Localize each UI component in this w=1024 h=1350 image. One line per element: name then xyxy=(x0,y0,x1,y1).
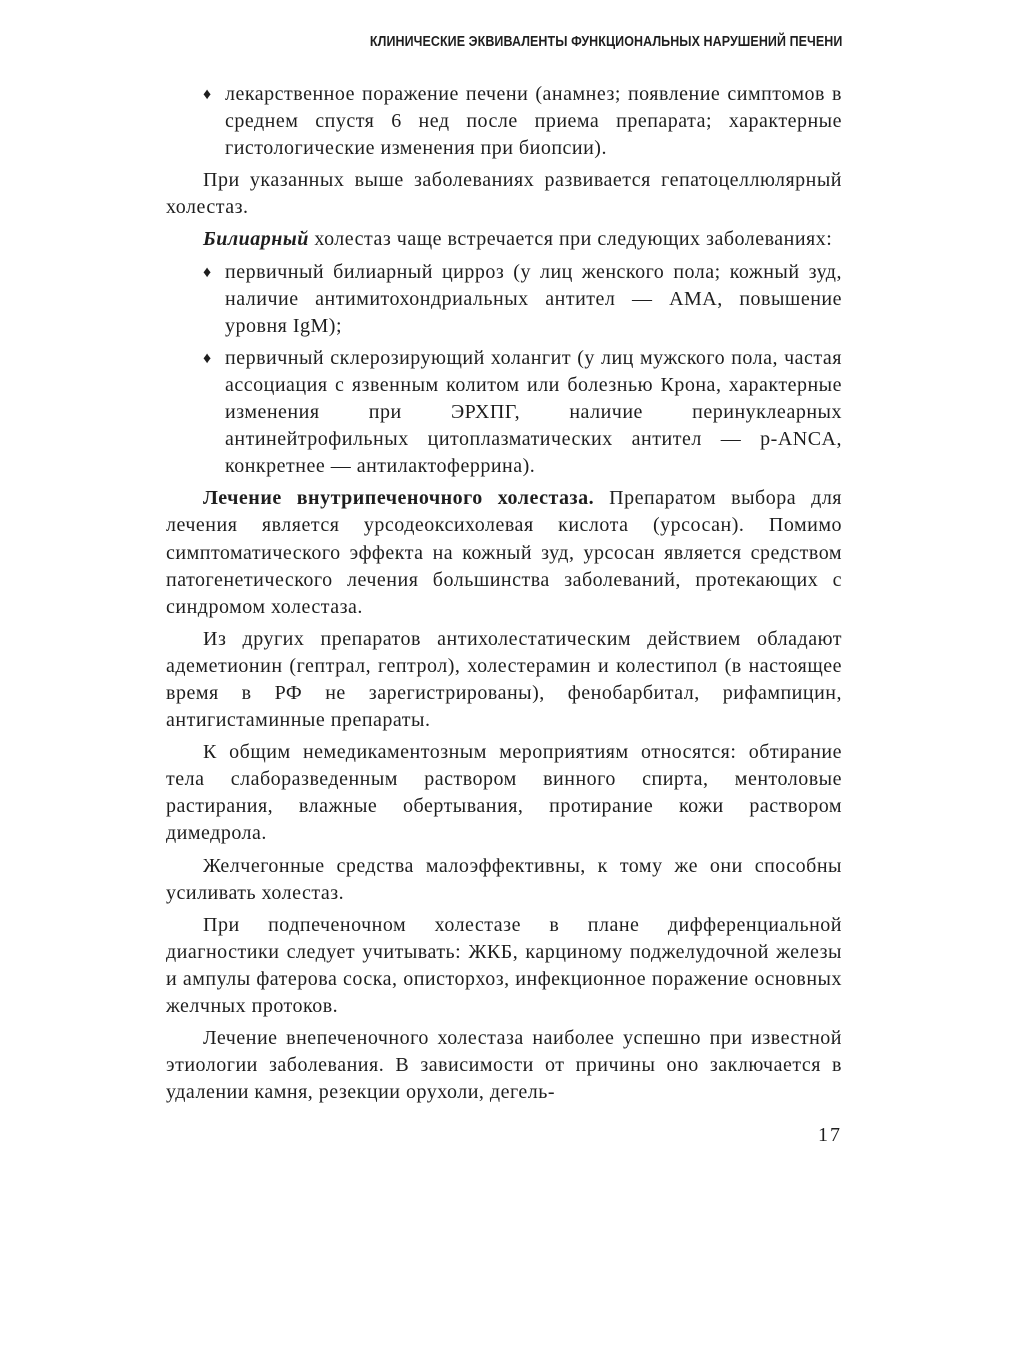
bullet-text: первичный склерозирующий холангит (у лиц мужского пола, частая ассоциация с язвенным колитом или болезнью Крона, характерные изменения при ЭРХПГ, наличие перинуклеарных антинейтрофильных цитоплазматических антител — p-ANCA, конкретнее — антилактоферрина). xyxy=(225,346,842,478)
bullet-primary-biliary-cirrhosis xyxy=(166,259,842,340)
main-text xyxy=(166,81,842,1111)
page-number: 17 xyxy=(818,1124,842,1146)
paragraph-subhepatic: При подпеченочном холестазе в плане дифференциальной диагностики следует учитывать: ЖКБ, карциному поджелудочной железы и ампулы фатерова соска, описторхоз, инфекционное поражение основных желчных протоков. xyxy=(166,913,842,1017)
paragraph-treatment xyxy=(166,485,842,620)
diamond-bullet-icon: ♦ xyxy=(203,349,212,367)
paragraph-choleretic: Желчегонные средства малоэффективны, к тому же они способны усиливать холестаз. xyxy=(166,854,842,904)
running-header: КЛИНИЧЕСКИЕ ЭКВИВАЛЕНТЫ ФУНКЦИОНАЛЬНЫХ НАРУШЕНИЙ ПЕЧЕНИ xyxy=(369,34,842,50)
bullet-drug-induced-injury xyxy=(166,81,842,162)
diamond-bullet-icon: ♦ xyxy=(203,86,212,103)
run-in-heading-biliary: Билиарный xyxy=(203,228,309,251)
paragraph-other-drugs: Из других препаратов антихолестатическим действием обладают адеметионин (гептрал, гептрол), холестерамин и колестипол (в настоящее время в РФ не зарегистрированы), фенобарбитал, рифампицин, антигистаминные препараты. xyxy=(166,627,842,732)
bullet-text: первичный билиарный цирроз (у лиц женского пола; кожный зуд, наличие антимитохондриальных антител — АМА, повышение уровня IgM); xyxy=(225,260,842,337)
paragraph-biliary xyxy=(166,226,842,253)
bullet-text: лекарственное поражение печени (анамнез; появление симптомов в среднем спустя 6 нед после приема препарата; характерные гистологические изменения при биопсии). xyxy=(225,83,842,160)
paragraph-non-drug-measures: К общим немедикаментозным мероприятиям относятся: обтирание тела слаборазведенным раствором винного спирта, ментоловые растирания, влажные обертывания, протирание кожи раствором димедрола. xyxy=(166,741,842,845)
run-in-heading-treatment: Лечение внутрипеченочного холестаза. xyxy=(203,487,595,510)
paragraph-hepatocellular: При указанных выше заболеваниях развивается гепатоцеллюлярный холестаз. xyxy=(166,169,842,219)
paragraph-treatment-text: Препаратом выбора для лечения является урсодеоксихолевая кислота (урсосан). Помимо симптоматического эффекта на кожный зуд, урсосан является средством патогенетического лечения большинства заболеваний, протекающих с синдромом холестаза. xyxy=(166,487,842,618)
paragraph-biliary-text: холестаз чаще встречается при следующих заболеваниях: xyxy=(308,228,833,251)
diamond-bullet-icon: ♦ xyxy=(203,263,212,281)
paragraph-extrahepatic: Лечение внепеченочного холестаза наиболее успешно при известной этиологии заболевания. В зависимости от причины оно заключается в удалении камня, резекции орухоли, дегель- xyxy=(166,1027,842,1104)
bullet-primary-sclerosing-cholangitis xyxy=(166,345,842,480)
